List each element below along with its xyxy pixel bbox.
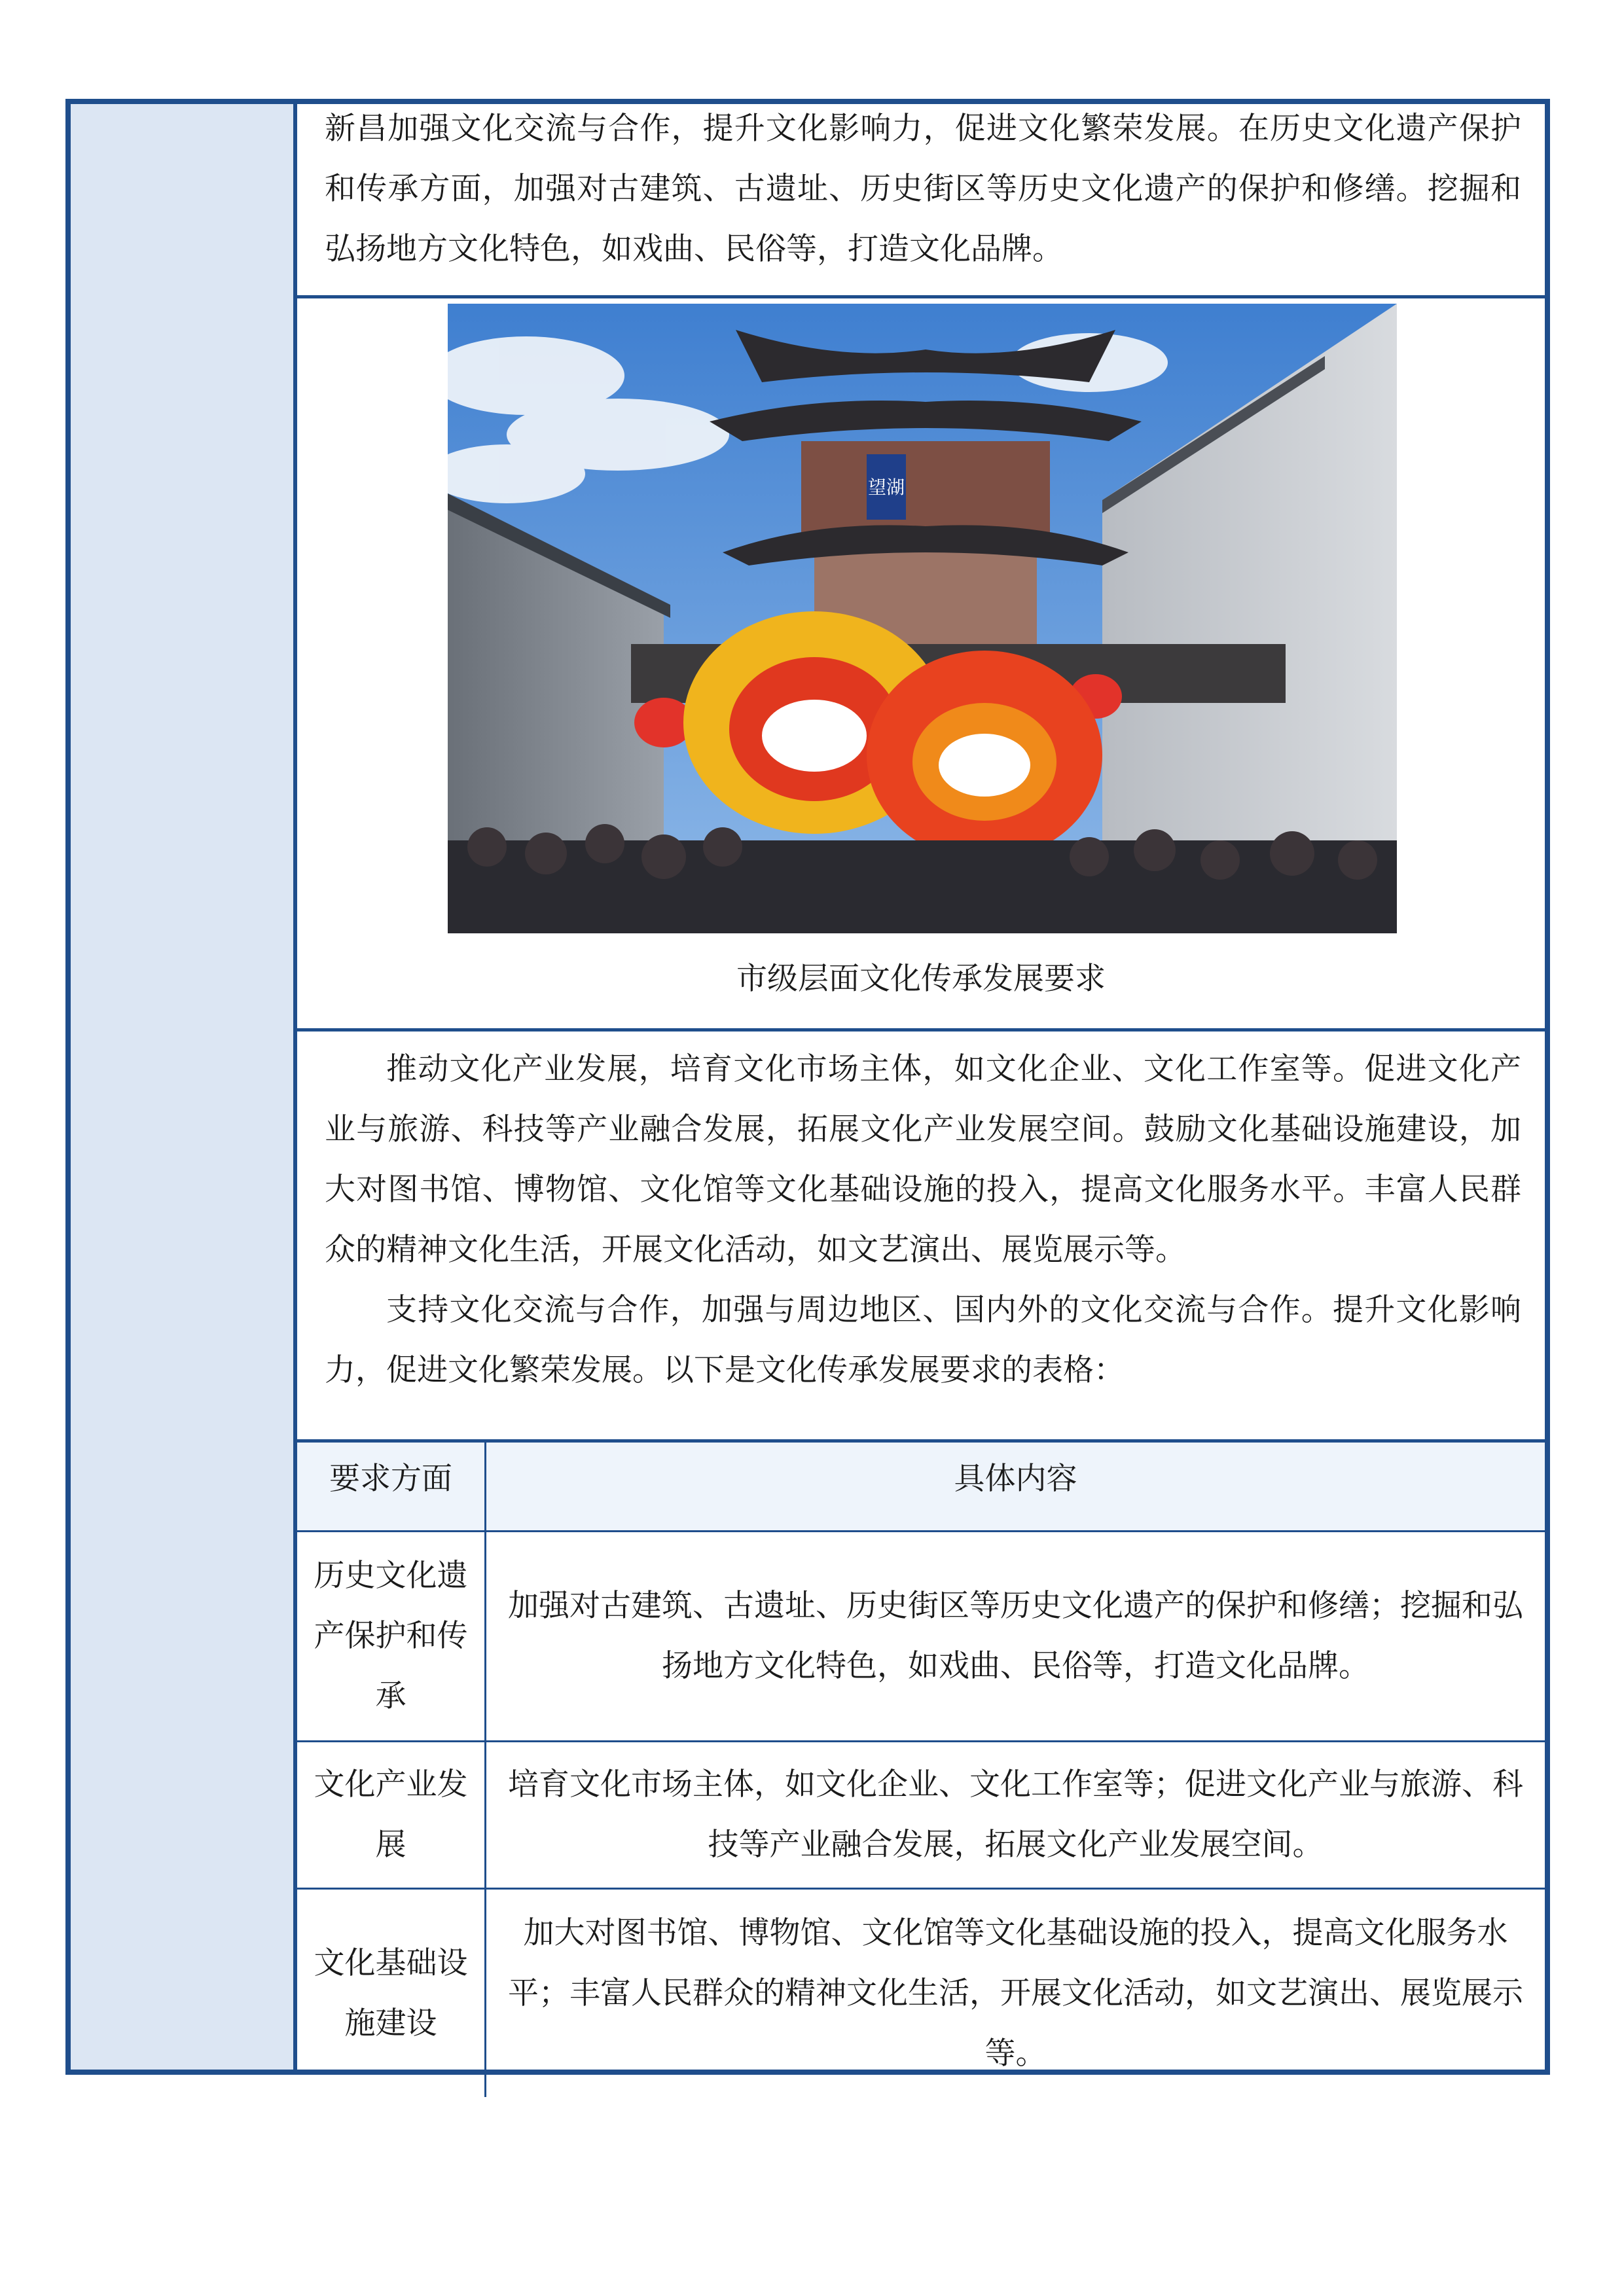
page-frame	[65, 99, 1550, 2075]
row-aspect: 历史文化遗产保护和传承	[297, 1532, 486, 1742]
content-column	[297, 104, 1545, 2070]
table-header-row	[297, 1443, 1545, 1532]
left-sidebar-column	[71, 104, 297, 2070]
intro-section	[297, 104, 1545, 298]
header-aspect: 要求方面	[297, 1443, 486, 1532]
body-paragraph-1: 推动文化产业发展，培育文化市场主体，如文化企业、文化工作室等。促进文化产业与旅游、科技等产业融合发展，拓展文化产业发展空间。鼓励文化基础设施建设，加大对图书馆、博物馆、文化馆等文化基础设施的投入，提高文化服务水平。丰富人民群众的精神文化生活，开展文化活动，如文艺演出、展览展示等。	[325, 1051, 1521, 1268]
figure-caption: 市级层面文化传承发展要求	[736, 961, 1106, 997]
row-content: 培育文化市场主体，如文化企业、文化工作室等；促进文化产业与旅游、科技等产业融合发展，拓展文化产业发展空间。	[486, 1742, 1545, 1889]
row-content: 加大对图书馆、博物馆、文化馆等文化基础设施的投入，提高文化服务水平；丰富人民群众的精神文化生活，开展文化活动，如文艺演出、展览展示等。	[486, 1889, 1545, 2098]
table-row	[297, 1532, 1545, 1742]
requirements-table	[297, 1443, 1545, 2097]
body-paragraph-2: 支持文化交流与合作，加强与周边地区、国内外的文化交流与合作。提升文化影响力，促进文化繁荣发展。以下是文化传承发展要求的表格：	[325, 1292, 1521, 1388]
row-aspect: 文化产业发展	[297, 1742, 486, 1889]
row-aspect: 文化基础设施建设	[297, 1889, 486, 2098]
header-content: 具体内容	[486, 1443, 1545, 1532]
dragon-dance-photo	[448, 304, 1397, 933]
body-section	[297, 1031, 1545, 1443]
table-row	[297, 1889, 1545, 2098]
requirements-table-section	[297, 1443, 1545, 2070]
row-content: 加强对古建筑、古遗址、历史街区等历史文化遗产的保护和修缮；挖掘和弘扬地方文化特色，如戏曲、民俗等，打造文化品牌。	[486, 1532, 1545, 1742]
table-row	[297, 1742, 1545, 1889]
figure-section	[297, 298, 1545, 1031]
intro-paragraph: 新昌加强文化交流与合作，提升文化影响力，促进文化繁荣发展。在历史文化遗产保护和传承方面，加强对古建筑、古遗址、历史街区等历史文化遗产的保护和修缮。挖掘和弘扬地方文化特色，如戏曲、民俗等，打造文化品牌。	[325, 111, 1521, 267]
plaque-text: 望湖	[867, 476, 905, 498]
